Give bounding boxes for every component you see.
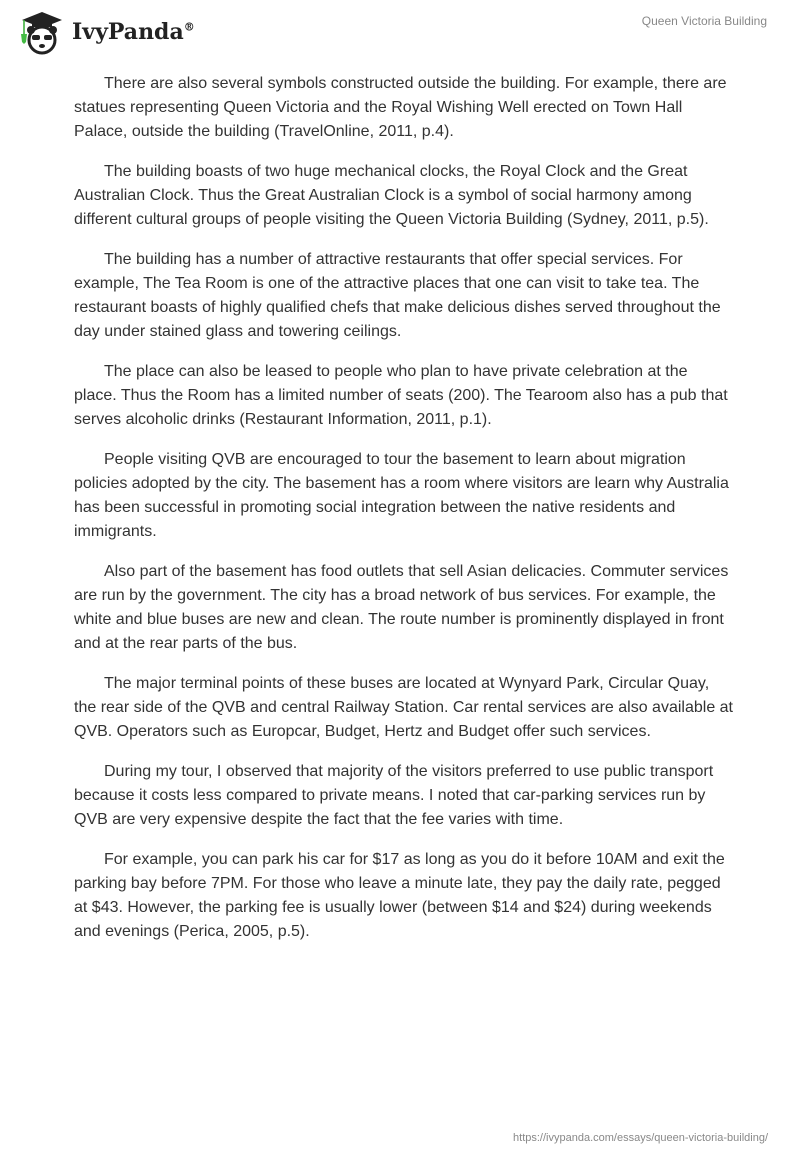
logo-text	[72, 19, 195, 45]
paragraph: People visiting QVB are encouraged to tour the basement to learn about migration policies adopted by the city. The basement has a room where visitors are learn why Australia has been successful in promoting social integration between the native residents and immigrants.	[74, 451, 729, 540]
document-title: Queen Victoria Building	[641, 14, 767, 28]
paragraph: There are also several symbols constructed outside the building. For example, there are statues representing Queen Victoria and the Royal Wishing Well erected on Town Hall Palace, outside the building (TravelOnline, 2011, p.4).	[74, 75, 727, 140]
registered-mark: ®	[183, 20, 195, 34]
paragraph: The building boasts of two huge mechanical clocks, the Royal Clock and the Great Australian Clock. Thus the Great Australian Clock is a symbol of social harmony among different cultural groups of people visiting the Queen Victoria Building (Sydney, 2011, p.5).	[74, 163, 709, 228]
paragraph: The major terminal points of these buses are located at Wynyard Park, Circular Quay, the rear side of the QVB and central Railway Station. Car rental services are also available at QVB. Operators such as Europcar, Budget, Hertz and Budget offer such services.	[74, 675, 733, 740]
paragraph: The place can also be leased to people who plan to have private celebration at the place. Thus the Room has a limited number of seats (200). The Tearoom also has a pub that serves alcoholic drinks (Restaurant Information, 2011, p.1).	[74, 363, 728, 428]
paragraph: Also part of the basement has food outlets that sell Asian delicacies. Commuter services are run by the government. The city has a broad network of bus services. For example, the white and blue buses are new and clean. The route number is prominently displayed in front and at the rear parts of the bus.	[74, 563, 729, 652]
paragraph: During my tour, I observed that majority of the visitors preferred to use public transport because it costs less compared to private means. I noted that car-parking services run by QVB are very expensive despite the fact that the fee varies with time.	[74, 763, 714, 828]
logo[interactable]	[18, 8, 195, 56]
source-url[interactable]: https://ivypanda.com/essays/queen-victoria-building/	[513, 1132, 768, 1144]
essay-body	[74, 72, 734, 960]
panda-logo-icon	[18, 8, 66, 56]
paragraph: The building has a number of attractive restaurants that offer special services. For example, The Tea Room is one of the attractive places that one can visit to take tea. The restaurant boasts of highly qualified chefs that make delicious dishes served throughout the day under stained glass and towering ceilings.	[74, 251, 721, 340]
paragraph: For example, you can park his car for $17 as long as you do it before 10AM and exit the parking bay before 7PM. For those who leave a minute late, they pay the daily rate, pegged at $43. However, the parking fee is usually lower (between $14 and $24) during weekends and evenings (Perica, 2005, p.5).	[74, 851, 725, 940]
logo-wordmark: IvyPanda	[72, 19, 184, 45]
